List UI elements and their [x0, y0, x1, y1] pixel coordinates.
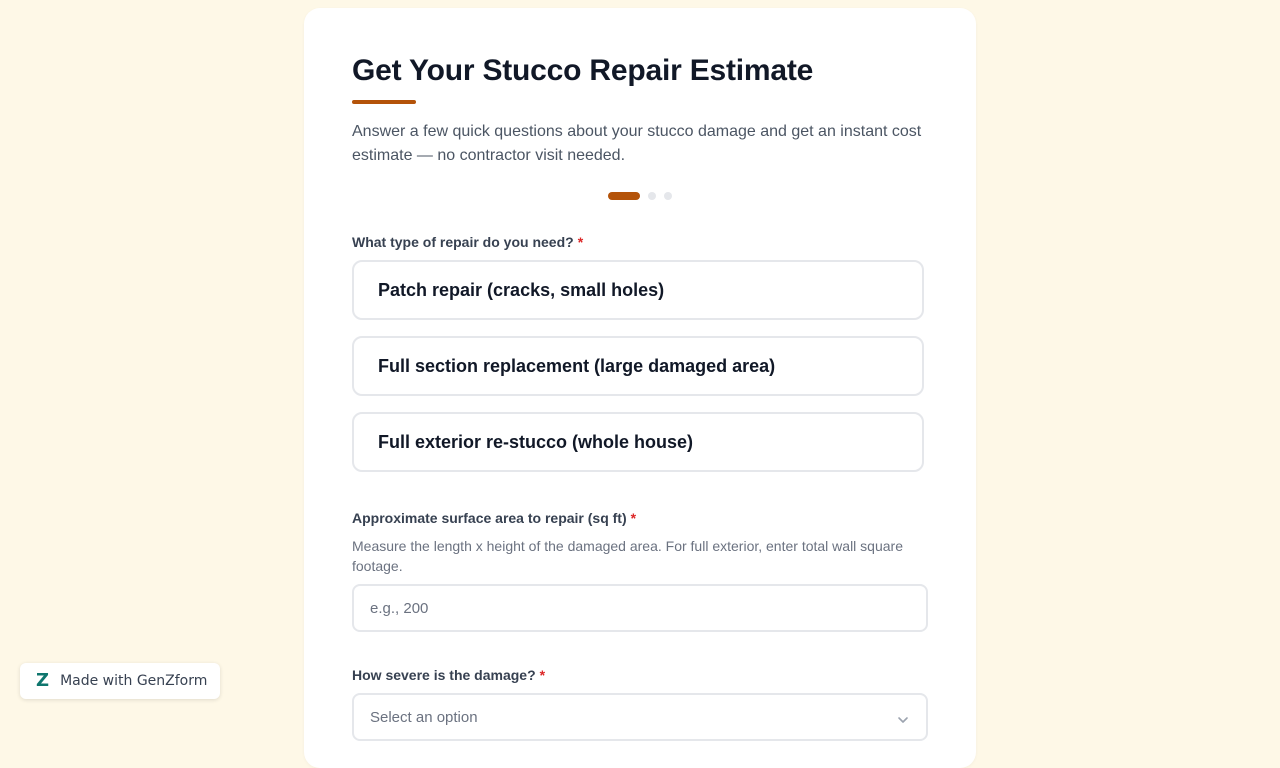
repair-option-label: Full exterior re-stucco (whole house) [378, 431, 694, 452]
surface-area-input[interactable] [352, 584, 928, 632]
repair-option-patch[interactable] [352, 260, 924, 320]
step-dot-2 [648, 192, 656, 200]
step-indicator [608, 192, 672, 200]
repair-option-full-exterior[interactable] [352, 412, 924, 472]
required-marker: * [577, 234, 584, 250]
repair-type-label-text: What type of repair do you need? [352, 234, 574, 250]
step-dot-3 [664, 192, 672, 200]
form-subtitle: Answer a few quick questions about your stucco damage and get an instant cost estimate — no contractor visit needed. [352, 123, 922, 164]
made-with-genzform-badge[interactable] [20, 663, 220, 699]
severity-selected-value: Select an option [370, 708, 478, 726]
estimate-form-card [304, 8, 976, 768]
severity-select[interactable] [352, 693, 928, 741]
repair-type-label [352, 234, 583, 250]
genzform-logo-icon: Z [36, 670, 50, 691]
surface-area-label [352, 510, 636, 526]
required-marker: * [539, 667, 546, 683]
repair-option-label: Full section replacement (large damaged area) [378, 355, 776, 376]
surface-area-help: Measure the length x height of the damaged area. For full exterior, enter total wall square footage. [352, 538, 903, 574]
badge-text: Made with GenZform [60, 673, 208, 689]
severity-label [352, 667, 545, 683]
step-dot-1-active [608, 192, 640, 200]
required-marker: * [630, 510, 637, 526]
repair-option-section-replacement[interactable] [352, 336, 924, 396]
form-title: Get Your Stucco Repair Estimate [352, 54, 814, 87]
repair-option-label: Patch repair (cracks, small holes) [378, 279, 665, 300]
title-accent-bar [352, 100, 416, 104]
surface-area-label-text: Approximate surface area to repair (sq ft) [352, 510, 627, 526]
severity-label-text: How severe is the damage? [352, 667, 536, 683]
chevron-down-icon [896, 713, 910, 727]
